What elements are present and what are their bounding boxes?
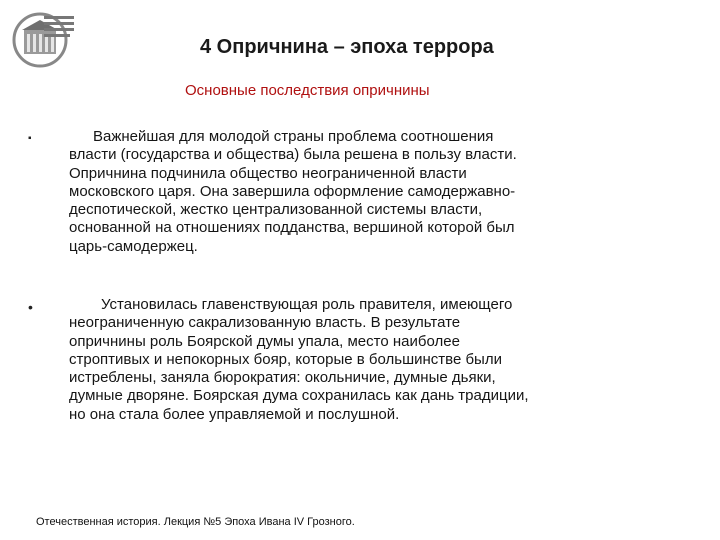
paragraph-line: власти (государства и общества) была решена в пользу власти. [69,146,517,164]
paragraph-line: Установилась главенствующая роль правителя, имеющего [101,296,513,313]
paragraph-1 [69,128,669,256]
university-logo-icon [10,8,80,68]
paragraph-line: опричнины роль Боярской думы упала, место наиболее [69,332,460,350]
paragraph-line: московского царя. Она завершила оформление самодержавно- [69,182,516,200]
paragraph-line: но она стала более управляемой и послушной. [69,405,400,423]
footer-caption: Отечественная история. Лекция №5 Эпоха Ивана IV Грозного. [36,516,355,528]
page-subtitle: Основные последствия опричнины [185,82,430,99]
paragraph-line: Опричнина подчинила общество неограниченной власти [69,164,467,182]
paragraph-2 [69,296,669,424]
paragraph-line: деспотической, жестко централизованной системы власти, [69,201,483,219]
paragraph-line: строптивых и непокорных бояр, которые в большинстве были [69,350,502,368]
paragraph-line: думные дворяне. Боярская дума сохранилась как дань традиции, [69,387,529,405]
paragraph-line: истреблены, заняла бюрократия: окольничие, думные дьяки, [69,369,496,387]
paragraph-line: Важнейшая для молодой страны проблема соотношения [93,128,494,145]
paragraph-line: неограниченную сакрализованную власть. В результате [69,314,461,332]
bullet-marker-2: • [28,299,33,315]
paragraph-line: основанной на отношениях подданства, вершиной которой был [69,219,515,237]
paragraph-line: царь-самодержец. [69,237,198,255]
bullet-marker-1: ▪ [28,133,32,144]
page-title: 4 Опричнина – эпоха террора [200,36,494,58]
